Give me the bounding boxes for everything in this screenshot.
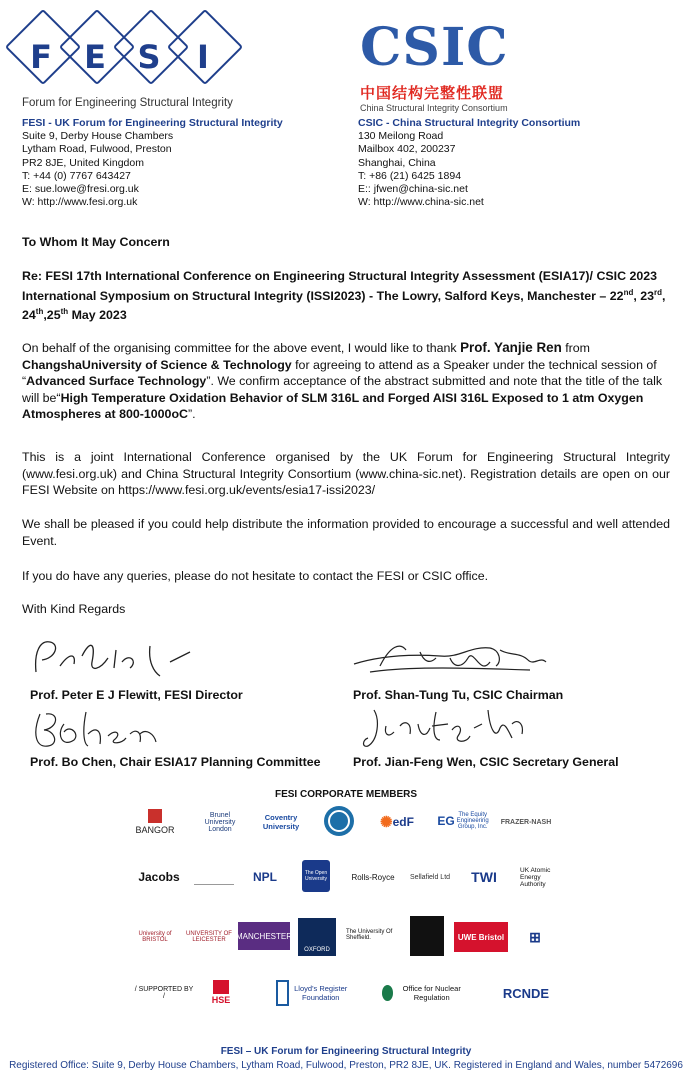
subject-line: Re: FESI 17th International Conference on Engineering Structural Integrity Assessment (ESIA17)/ CSIC 2023 International Symposium on Structural Integrity (ISSI2023) - The Lowry, Salford Keys, Manchester – 22nd, 23rd, 24th,25th May 2023 [22,269,666,323]
paragraph-1: On behalf of the organising committee for the above event, I would like to thank Prof. Yanjie Ren from ChangshaUniversity of Science & Technology for agreeing to attend as a Speaker under the technical session of “Advanced Surface Technology”. We confirm acceptance of the abstract submitted and note that the title of the talk will be“High Temperature Oxidation Behavior of SLM 316L and Forged AISI 316L Exposed to 1 atm Oxygen Atmospheres at 800-1000oC”. [22,340,663,422]
hse-logo: HSE [204,974,238,1010]
rcnde-logo: RCNDE [502,985,550,1001]
fesi-logo: F E S I [22,14,244,94]
uwe-bristol-logo: UWE Bristol [454,922,508,952]
salutation: To Whom It May Concern [22,235,170,249]
csic-address: CSIC - China Structural Integrity Consortium 130 Meilong Road Mailbox 402, 200237 Shanghai, China T: +86 (21) 6425 1894 E:: jfwen@china-sic.net W: http://www.china-sic.net [358,117,581,209]
zentech-logo: ⊞ [529,928,541,945]
npl-logo: NPL [253,870,277,884]
strathclyde-logo [410,916,444,956]
fesi-address: FESI - UK Forum for Engineering Structural Integrity Suite 9, Derby House Chambers Lytham Road, Fulwood, Preston PR2 8JE, United Kingdom T: +44 (0) 7767 643427 E: sue.lowe@fresi.org.uk W: http://www.fesi.org.uk [22,117,283,209]
nuclear-member-logo [194,870,234,885]
paragraph-4: If you do have any queries, please do not hesitate to contact the FESI or CSIC office. [22,569,489,583]
jacobs-logo: Jacobs [138,870,180,884]
members-title: FESI CORPORATE MEMBERS [274,789,418,800]
leicester-logo: UNIVERSITY OF LEICESTER [186,931,232,943]
signature-flewitt [30,632,200,686]
ukaea-logo: UK Atomic Energy Authority [520,866,551,888]
round-member-logo [324,806,354,836]
frazer-nash-logo: FRAZER-NASH [500,818,552,826]
rolls-royce-logo: Rolls-Royce [351,872,395,882]
signature-chen [30,704,170,756]
coventry-logo: Coventry University [262,813,300,831]
csic-chinese-name: 中国结构完整性联盟 [360,85,505,102]
signatory-tu: Prof. Shan-Tung Tu, CSIC Chairman [353,688,564,702]
footer-org-name: FESI – UK Forum for Engineering Structural Integrity [220,1046,472,1057]
signatory-wen: Prof. Jian-Feng Wen, CSIC Secretary General [353,755,619,769]
signature-wen [360,700,530,756]
manchester-logo: MANCHESTER [238,922,290,950]
sheffield-logo: The University Of Sheffield. [346,929,393,941]
edf-logo: ✺ edF [380,814,414,831]
signature-tu [350,636,550,684]
lloyds-register-logo: Lloyd's Register Foundation [276,980,348,1006]
footer-registered-office: Registered Office: Suite 9, Derby House Chambers, Lytham Road, Fulwood, Preston, PR2 8JE, UK. Registered in England and Wales, number 5472696 [9,1060,683,1071]
paragraph-3: We shall be pleased if you could help distribute the information provided to encourage a successful and well attended Event. [22,517,670,548]
signatory-chen: Prof. Bo Chen, Chair ESIA17 Planning Committee [30,755,321,769]
onr-logo: Office for Nuclear Regulation [382,982,466,1004]
csic-logo: CSIC [360,17,509,78]
bangor-logo: BANGOR [130,804,180,840]
signatory-flewitt: Prof. Peter E J Flewitt, FESI Director [30,688,243,702]
supported-by-label: / SUPPORTED BY / [134,986,194,1000]
fesi-full-name: Forum for Engineering Structural Integrity [22,97,233,109]
equity-logo: EG The Equity Engineering Group, Inc. [437,812,489,830]
open-university-logo: The Open University [302,860,330,892]
brunel-logo: Brunel University London [204,811,236,833]
closing: With Kind Regards [22,602,126,616]
twi-logo: TWI [471,869,497,885]
paragraph-2: This is a joint International Conference organised by the UK Forum for Engineering Structural Integrity (www.fesi.org.uk) and China Structural Integrity Consortium (www.china-sic.net). Registration details are open on our FESI Website on https://www.fesi.org.uk/events/esia17-issi2023/ [22,450,670,498]
oxford-logo: OXFORD [298,918,336,956]
csic-english-name: China Structural Integrity Consortium [360,103,508,113]
bristol-logo: University of BRISTOL [138,931,172,943]
sellafield-logo: Sellafield Ltd [409,873,451,881]
